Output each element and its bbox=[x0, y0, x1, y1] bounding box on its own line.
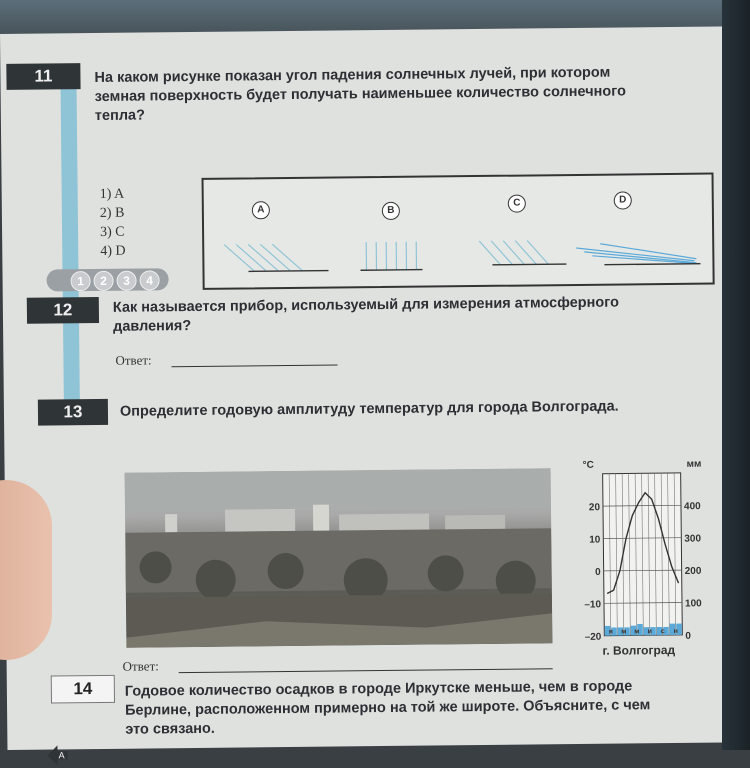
section-letter: А bbox=[59, 750, 65, 760]
arrow-left-icon[interactable] bbox=[45, 743, 69, 767]
figure-label-d: D bbox=[614, 191, 632, 209]
right-tick-label: 0 bbox=[685, 631, 691, 642]
month-label: с bbox=[661, 628, 665, 635]
answer-label-12: Ответ: bbox=[115, 352, 151, 368]
chart-caption: г. Волгоград bbox=[602, 643, 675, 658]
climate-chart-volgograd bbox=[574, 455, 716, 666]
question-11-text bbox=[94, 62, 725, 126]
option-3[interactable]: 3) C bbox=[100, 223, 125, 242]
right-tick-label: 300 bbox=[684, 533, 701, 544]
answer-pills bbox=[46, 268, 168, 291]
book-cover-edge bbox=[722, 0, 750, 750]
answer-pill-2[interactable]: 2 bbox=[93, 271, 113, 291]
left-tick-label: 20 bbox=[589, 502, 601, 513]
climate-chart-svg bbox=[574, 455, 716, 666]
answer-line-13[interactable] bbox=[179, 668, 553, 673]
left-tick-label: –20 bbox=[585, 632, 602, 643]
figure-label-c: C bbox=[508, 195, 526, 213]
q12-line-1: Как называется прибор, используемый для измерения атмосферного bbox=[113, 292, 723, 317]
q11-options bbox=[100, 185, 126, 261]
q14-line-3: это связано. bbox=[125, 714, 725, 739]
option-1[interactable]: 1) A bbox=[100, 185, 125, 204]
question-13-text: Определите годовую амплитуду температур для города Волгограда. bbox=[120, 396, 730, 421]
answer-label-13: Ответ: bbox=[123, 658, 159, 674]
figure-label-a: A bbox=[252, 201, 270, 219]
q14-line-2: Берлине, расположенном примерно на той же широте. Объясните, с чем bbox=[125, 695, 725, 720]
month-label: н bbox=[674, 628, 678, 635]
left-tick-label: 10 bbox=[589, 535, 601, 546]
question-number-12: 12 bbox=[27, 297, 99, 324]
figure-label-b: B bbox=[382, 202, 400, 220]
question-number-14: 14 bbox=[51, 675, 115, 704]
ground-d bbox=[604, 264, 700, 265]
right-tick-label: 400 bbox=[684, 501, 701, 512]
q11-line-3: тепла? bbox=[95, 100, 725, 126]
left-unit-label: °С bbox=[582, 460, 593, 471]
ground-c bbox=[492, 264, 566, 265]
q11-line-1: На каком рисунке показан угол падения солнечных лучей, при котором bbox=[94, 62, 724, 88]
ground-b bbox=[360, 270, 422, 271]
rays-b bbox=[366, 242, 416, 271]
rays-a bbox=[224, 244, 302, 272]
month-label: м bbox=[621, 628, 626, 635]
left-tick-label: –10 bbox=[584, 599, 601, 610]
option-2[interactable]: 2) B bbox=[100, 204, 125, 223]
q12-line-2: давления? bbox=[113, 311, 723, 336]
workbook-page bbox=[0, 26, 749, 750]
month-label: я bbox=[609, 629, 613, 636]
right-tick-label: 200 bbox=[685, 566, 702, 577]
rays-c bbox=[479, 240, 548, 265]
left-tick-label: 0 bbox=[595, 567, 601, 578]
volgograd-city-photo bbox=[125, 468, 553, 647]
option-4[interactable]: 4) D bbox=[100, 242, 125, 261]
q11-line-2: земная поверхность будет получать наименьшее количество солнечного bbox=[95, 81, 725, 107]
answer-pill-3[interactable]: 3 bbox=[116, 271, 136, 291]
rays-d bbox=[576, 243, 698, 265]
month-label: м bbox=[634, 628, 639, 635]
city-photo-drawing bbox=[125, 468, 553, 647]
sun-ray-drawings bbox=[204, 175, 713, 288]
q14-line-1: Годовое количество осадков в городе Иркутске меньше, чем в городе bbox=[125, 676, 725, 701]
answer-line-12[interactable] bbox=[171, 364, 337, 367]
answer-pill-4[interactable]: 4 bbox=[139, 270, 159, 290]
answer-pill-1[interactable]: 1 bbox=[70, 271, 90, 291]
side-band bbox=[60, 77, 79, 407]
month-label: и bbox=[648, 628, 652, 635]
question-number-11: 11 bbox=[6, 63, 80, 90]
sun-angle-figures bbox=[202, 173, 715, 290]
right-tick-label: 100 bbox=[685, 598, 702, 609]
right-unit-label: мм bbox=[686, 459, 701, 470]
question-14-text bbox=[125, 676, 726, 739]
ground-a bbox=[248, 271, 328, 272]
question-number-13: 13 bbox=[38, 399, 108, 426]
question-12-text bbox=[113, 292, 723, 336]
thumb-overlay bbox=[0, 480, 52, 660]
